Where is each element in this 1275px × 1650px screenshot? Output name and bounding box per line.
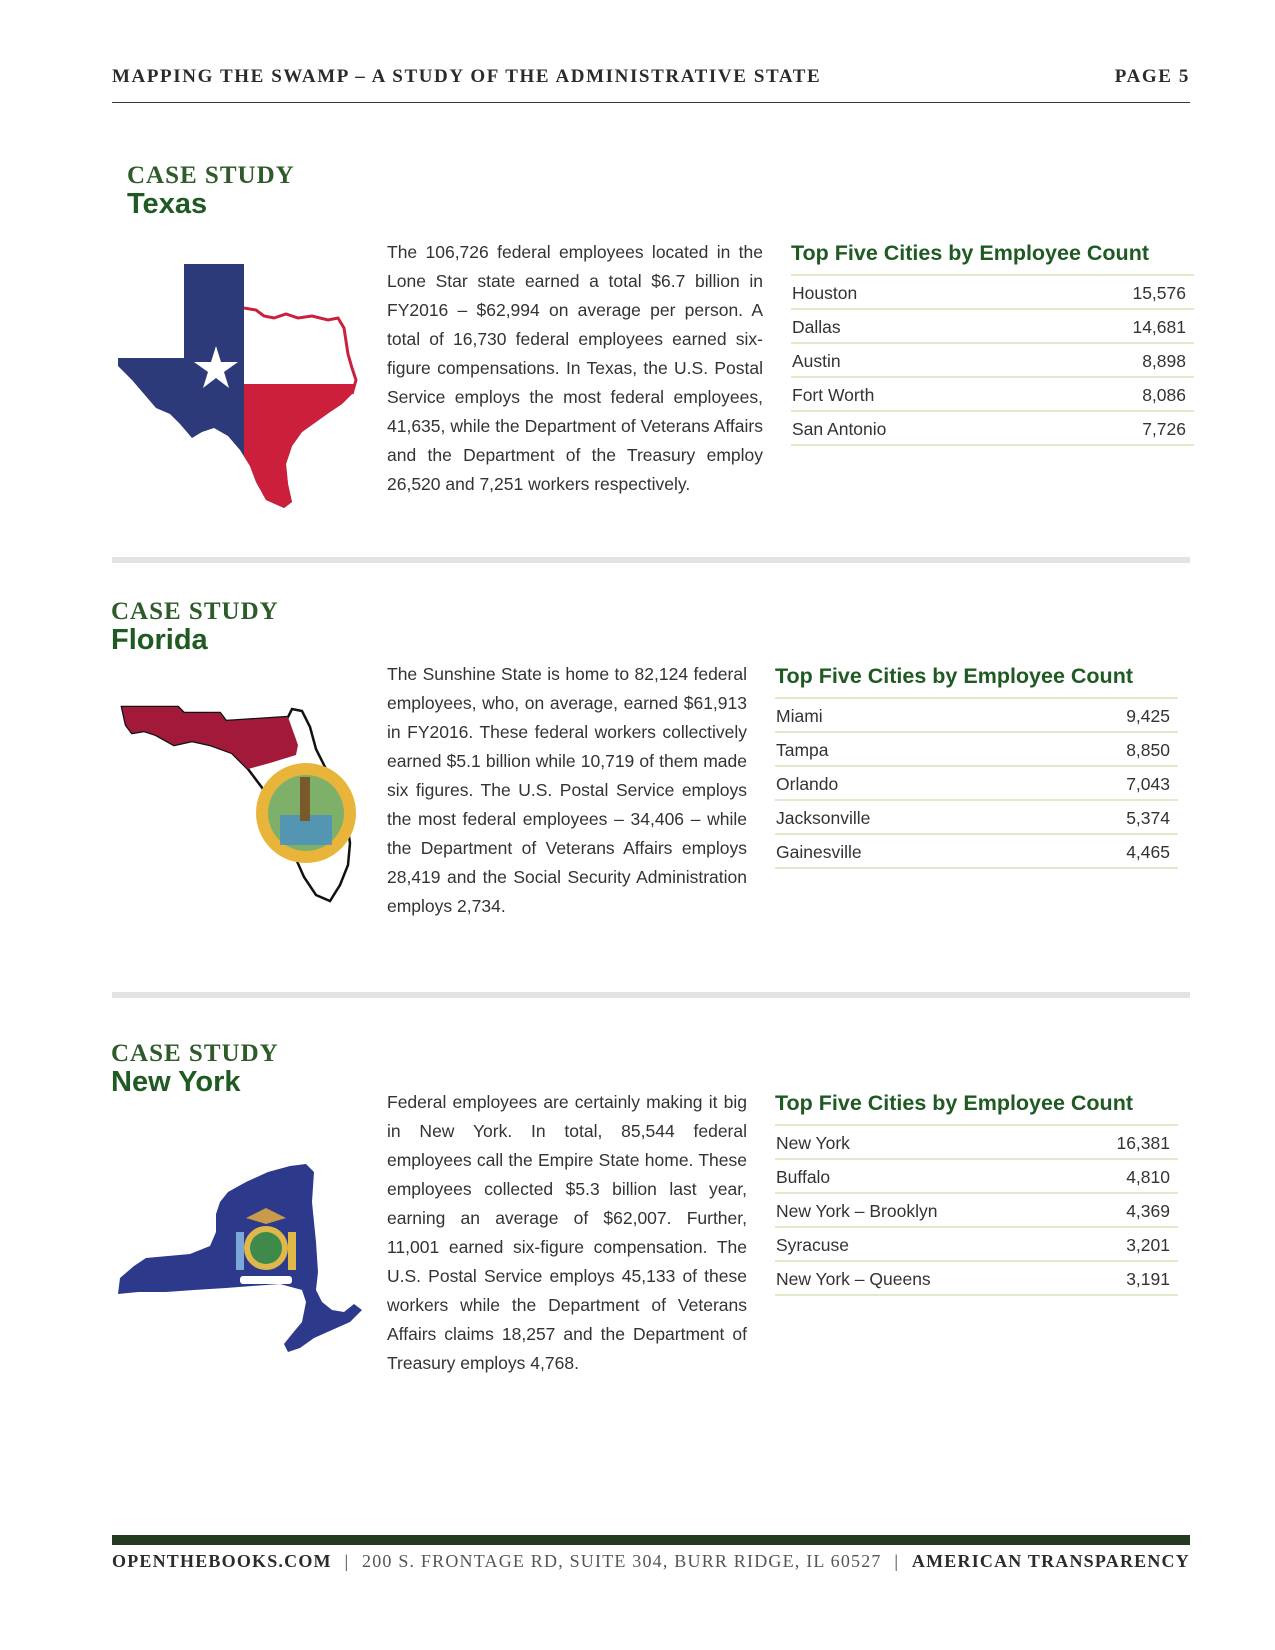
newyork-seal-landscape — [250, 1232, 282, 1264]
footer-address: 200 S. FRONTAGE RD, SUITE 304, BURR RIDGE, IL 60527 — [362, 1551, 882, 1571]
city-name: Houston — [792, 283, 858, 303]
texas-table-title: Top Five Cities by Employee Count — [791, 238, 1194, 276]
city-name: Fort Worth — [792, 385, 875, 405]
employee-count: 4,465 — [1126, 842, 1170, 862]
employee-count: 4,369 — [1126, 1201, 1170, 1221]
newyork-seal-liberty-figure — [236, 1232, 244, 1270]
newyork-seal-justice-figure — [288, 1232, 296, 1270]
document-title: MAPPING THE SWAMP – A STUDY OF THE ADMINISTRATIVE STATE — [112, 66, 822, 87]
page-number: PAGE 5 — [1114, 66, 1190, 87]
table-row — [775, 1126, 1178, 1160]
table-row — [791, 276, 1194, 310]
page-header — [112, 64, 1190, 103]
city-name: Syracuse — [776, 1235, 849, 1255]
newyork-top-cities-table — [775, 1088, 1178, 1296]
city-name: New York – Queens — [776, 1269, 931, 1289]
texas-description: The 106,726 federal employees located in the Lone Star state earned a total $6.7 billion in FY2016 – $62,994 on average per person. A total of 16,730 federal employees earned six-figure compensations. In Texas, the U.S. Postal Service employs the most federal employees, 41,635, while the Department of Veterans Affairs and the Department of the Treasury employ 26,520 and 7,251 workers respectively. — [387, 242, 763, 494]
employee-count: 16,381 — [1116, 1133, 1170, 1153]
table-row — [791, 412, 1194, 446]
table-row — [775, 835, 1178, 869]
newyork-flag-map-icon — [116, 1162, 366, 1358]
florida-top-cities-table — [775, 661, 1178, 869]
florida-table-title: Top Five Cities by Employee Count — [775, 661, 1178, 699]
footer-bar — [112, 1535, 1190, 1545]
texas-flag-white-stripe — [244, 262, 366, 384]
city-name: New York – Brooklyn — [776, 1201, 938, 1221]
employee-count: 5,374 — [1126, 808, 1170, 828]
table-row — [775, 1194, 1178, 1228]
employee-count: 7,726 — [1142, 419, 1186, 439]
texas-state-title: Texas — [127, 188, 208, 220]
texas-case-study-label: CASE STUDY — [127, 162, 295, 189]
table-row — [775, 801, 1178, 835]
table-row — [775, 1228, 1178, 1262]
table-row — [791, 378, 1194, 412]
employee-count: 9,425 — [1126, 706, 1170, 726]
employee-count: 3,201 — [1126, 1235, 1170, 1255]
newyork-case-study-label: CASE STUDY — [111, 1040, 279, 1067]
footer-site: OPENTHEBOOKS.COM — [112, 1551, 332, 1571]
florida-state-title: Florida — [111, 624, 208, 656]
florida-seal-palm-icon — [300, 777, 310, 821]
employee-count: 8,086 — [1142, 385, 1186, 405]
florida-flag-red-band — [122, 707, 298, 769]
newyork-state-title: New York — [111, 1066, 241, 1098]
texas-top-cities-table — [791, 238, 1194, 446]
footer-separator: | — [894, 1551, 900, 1571]
table-row — [775, 1160, 1178, 1194]
table-row — [775, 767, 1178, 801]
employee-count: 7,043 — [1126, 774, 1170, 794]
city-name: Miami — [776, 706, 823, 726]
city-name: Orlando — [776, 774, 839, 794]
employee-count: 14,681 — [1132, 317, 1186, 337]
footer-org: AMERICAN TRANSPARENCY — [911, 1551, 1190, 1571]
employee-count: 3,191 — [1126, 1269, 1170, 1289]
table-row — [791, 344, 1194, 378]
texas-flag-red-stripe — [244, 384, 366, 512]
city-name: San Antonio — [792, 419, 887, 439]
city-name: New York — [776, 1133, 850, 1153]
table-row — [791, 310, 1194, 344]
employee-count: 15,576 — [1132, 283, 1186, 303]
florida-case-study-label: CASE STUDY — [111, 598, 279, 625]
footer-separator: | — [344, 1551, 350, 1571]
city-name: Tampa — [776, 740, 829, 760]
employee-count: 8,898 — [1142, 351, 1186, 371]
table-row — [775, 1262, 1178, 1296]
page-footer — [112, 1551, 1190, 1577]
city-name: Buffalo — [776, 1167, 831, 1187]
newyork-description: Federal employees are certainly making it big in New York. In total, 85,544 federal employees call the Empire State home. These employees collected $5.3 billion last year, earning an average of $62,007. Further, 11,001 earned six-figure compensation. The U.S. Postal Service employs 45,133 of these workers while the Department of Veterans Affairs claims 18,257 and the Department of Treasury employs 4,768. — [387, 1092, 747, 1373]
newyork-table-title: Top Five Cities by Employee Count — [775, 1088, 1178, 1126]
florida-flag-map-icon — [120, 705, 370, 905]
section-divider — [112, 992, 1190, 998]
employee-count: 8,850 — [1126, 740, 1170, 760]
city-name: Austin — [792, 351, 841, 371]
section-divider — [112, 557, 1190, 563]
florida-description: The Sunshine State is home to 82,124 federal employees, who, on average, earned $61,913 in FY2016. These federal workers collectively earned $5.1 billion while 10,719 of them made six figures. The U.S. Postal Service employs the most federal employees – 34,406 – while the Department of Veterans Affairs employs 28,419 and the Social Security Administration employs 2,734. — [387, 664, 747, 916]
table-row — [775, 733, 1178, 767]
table-row — [775, 699, 1178, 733]
city-name: Gainesville — [776, 842, 862, 862]
city-name: Dallas — [792, 317, 841, 337]
employee-count: 4,810 — [1126, 1167, 1170, 1187]
newyork-seal-motto-ribbon — [240, 1276, 292, 1284]
texas-flag-map-icon — [116, 262, 366, 512]
city-name: Jacksonville — [776, 808, 871, 828]
